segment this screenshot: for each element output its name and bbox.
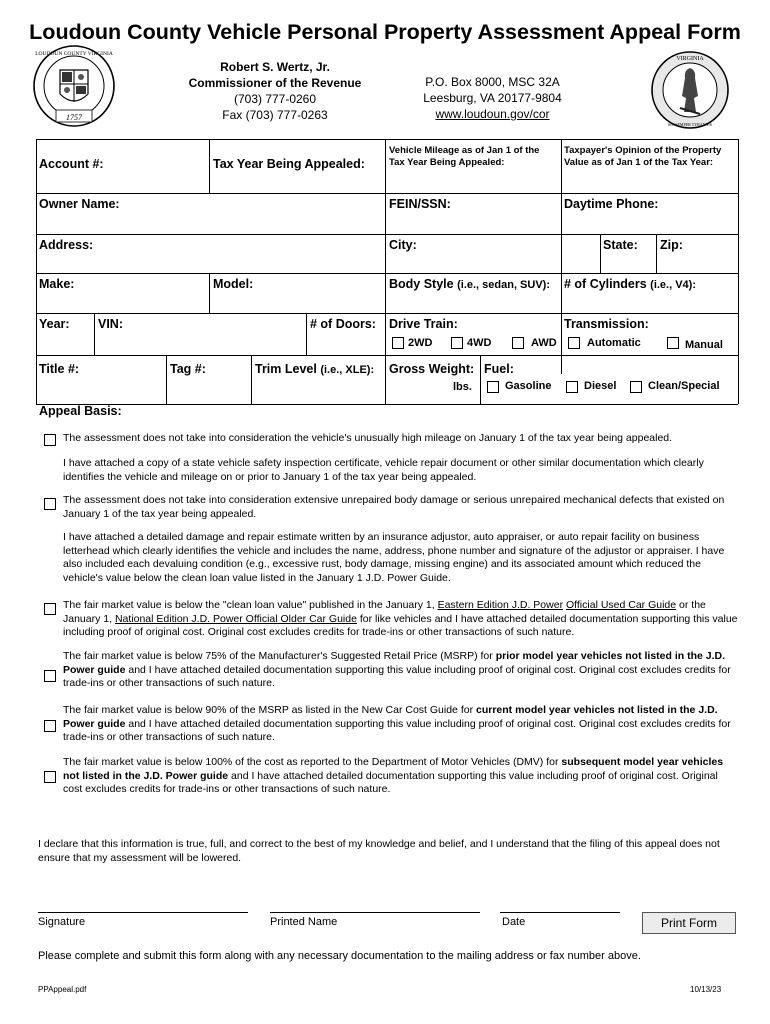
model-label: Model: [213, 277, 254, 291]
appeal-msrp-75-checkbox[interactable] [44, 670, 56, 682]
signature-label: Signature [38, 916, 86, 928]
printed-name-label: Printed Name [270, 916, 338, 928]
footer-date: 10/13/23 [690, 985, 722, 994]
seal-motto: SIC SEMPER TYRANNIS [668, 122, 712, 127]
footer-filename: PPAppeal.pdf [38, 985, 87, 994]
phone-number: (703) 777-0260 [233, 92, 317, 106]
seal-year: 1757 [66, 113, 82, 122]
gross-weight-label: Gross Weight: [389, 362, 475, 376]
print-form-button[interactable]: Print Form [642, 912, 736, 934]
doors-label: # of Doors: [310, 317, 376, 331]
drive-4wd-checkbox[interactable] [451, 337, 463, 349]
appeal-msrp-75-text: The fair market value is below 75% of the Manufacturer's Suggested Retail Price (MSRP) for prior model year vehicles not listed in the J.D. Power guide and I have attached detailed documentation supporting this value including proof of original cost. Original cost excludes credits for trade-ins or other transactions of such nature. [63, 650, 731, 690]
tag-number-label: Tag #: [170, 362, 206, 376]
page-title: Loudoun County Vehicle Personal Property Assessment Appeal Form [29, 20, 741, 44]
website-link[interactable]: www.loudoun.gov/cor [435, 107, 550, 121]
drive-train-label: Drive Train: [389, 317, 458, 331]
cylinders-label: # of Cylinders (i.e., V4): [564, 277, 696, 291]
address-label: Address: [39, 238, 94, 252]
trim-level-label: Trim Level (i.e., XLE): [255, 362, 375, 376]
tax-year-label: Tax Year Being Appealed: [213, 157, 365, 171]
fein-ssn-label: FEIN/SSN: [389, 197, 451, 211]
appeal-dmv-text: The fair market value is below 100% of the cost as reported to the Department of Motor Vehicles (DMV) for subsequent model year vehicles not listed in the J.D. Power guide and I have attached detailed documentation supporting this value including proof of original cost. Original cost excludes credits for trade-ins or other transactions of such nature. [63, 756, 724, 796]
lbs-unit: lbs. [453, 381, 472, 393]
commissioner-block [180, 59, 370, 123]
account-label: Account #: [39, 157, 104, 171]
po-box: P.O. Box 8000, MSC 32A [425, 75, 560, 89]
vin-label: VIN: [98, 317, 123, 331]
transmission-manual-label: Manual [685, 339, 723, 351]
appeal-clean-loan-checkbox[interactable] [44, 603, 56, 615]
city-state-zip: Leesburg, VA 20177-9804 [423, 91, 562, 105]
daytime-phone-label: Daytime Phone: [564, 197, 659, 211]
fuel-clean-special-checkbox[interactable] [630, 381, 642, 393]
virginia-seal [650, 50, 730, 130]
drive-2wd-label: 2WD [408, 337, 433, 349]
fuel-diesel-label: Diesel [584, 380, 617, 392]
fuel-label: Fuel: [484, 362, 514, 376]
transmission-manual-checkbox[interactable] [667, 337, 679, 349]
commissioner-title: Commissioner of the Revenue [188, 76, 362, 90]
appeal-mileage-documentation: I have attached a copy of a state vehicle safety inspection certificate, vehicle repair document or other similar documentation which clearly identifies the vehicle and mileage on or prior to January 1 of the tax year being appealed. [63, 457, 704, 483]
submission-instructions: Please complete and submit this form along with any necessary documentation to the mailing address or fax number above. [38, 950, 641, 962]
city-label: City: [389, 238, 417, 252]
transmission-label: Transmission: [564, 317, 649, 331]
national-edition-link[interactable]: National Edition J.D. Power Official Older Car Guide [114, 612, 357, 625]
appeal-damage-documentation: I have attached a detailed damage and repair estimate written by an insurance adjustor, auto appraiser, or auto repair facility on business letterhead which clearly identifies the vehicle and includes the name, address, phone number and signature of the adjustor or appraiser. I have also included each devaluing condition (e.g., excessive rust, body damage, missing engine) and its associated amount which reduced the vehicle's value below the clean loan value listed in the January 1 J.D. Power Guide. [63, 531, 725, 584]
title-number-label: Title #: [39, 362, 80, 376]
transmission-automatic-checkbox[interactable] [568, 337, 580, 349]
printed-name-line[interactable] [270, 912, 480, 913]
owner-name-label: Owner Name: [39, 197, 120, 211]
date-line[interactable] [500, 912, 620, 913]
body-style-label: Body Style (i.e., sedan, SUV): [389, 277, 551, 291]
make-label: Make: [39, 277, 75, 291]
date-label: Date [502, 916, 526, 928]
fuel-diesel-checkbox[interactable] [566, 381, 578, 393]
appeal-mileage-checkbox[interactable] [44, 434, 56, 446]
drive-awd-label: AWD [531, 337, 557, 349]
appeal-msrp-90-checkbox[interactable] [44, 720, 56, 732]
appeal-msrp-90-text: The fair market value is below 90% of the MSRP as listed in the New Car Cost Guide for current model year vehicles not listed in the J.D. Power guide and I have attached detailed documentation supporting this value including proof of original cost. Original cost excludes credits for trade-ins or other transactions of such nature. [63, 704, 731, 744]
drive-2wd-checkbox[interactable] [392, 337, 404, 349]
fuel-clean-special-label: Clean/Special [648, 380, 720, 392]
appeal-mileage-text: The assessment does not take into consideration the vehicle's unusually high mileage on January 1 of the tax year being appealed. [63, 432, 673, 444]
zip-label: Zip: [660, 238, 683, 252]
loudoun-county-seal [32, 44, 116, 130]
appeal-damage-text: The assessment does not take into consideration extensive unrepaired body damage or serious unrepaired mechanical defects that existed on January 1 of the tax year being appealed. [63, 494, 725, 520]
state-label: State: [603, 238, 638, 252]
appeal-basis-heading: Appeal Basis: [39, 404, 122, 418]
appeal-clean-loan-text: The fair market value is below the "clean loan value" published in the January 1, Eastern Edition J.D. Power Official Used Car Guide or the January 1, National Edition J.D. Power Official Older Car Guide for like vehicles and I have attached detailed documentation supporting this value including proof of original cost. Original cost excludes credits for trade-ins or other transactions of such nature. [63, 599, 738, 639]
appeal-damage-checkbox[interactable] [44, 498, 56, 510]
mileage-label: Vehicle Mileage as of Jan 1 of the Tax Year Being Appealed: [389, 145, 540, 168]
signature-line[interactable] [38, 912, 248, 913]
fuel-gasoline-checkbox[interactable] [487, 381, 499, 393]
year-label: Year: [39, 317, 70, 331]
drive-4wd-label: 4WD [467, 337, 492, 349]
opinion-value-label: Taxpayer's Opinion of the Property Value as of Jan 1 of the Tax Year: [564, 145, 722, 168]
drive-awd-checkbox[interactable] [512, 337, 524, 349]
fax-number: Fax (703) 777-0263 [222, 108, 328, 122]
commissioner-name: Robert S. Wertz, Jr. [220, 60, 330, 74]
fuel-gasoline-label: Gasoline [505, 380, 552, 392]
transmission-automatic-label: Automatic [587, 337, 641, 349]
address-block [405, 74, 580, 122]
eastern-edition-link[interactable]: Eastern Edition J.D. Power [437, 599, 564, 611]
official-used-car-guide-link[interactable]: Official Used Car Guide [566, 599, 677, 611]
seal-virginia: VIRGINIA [676, 56, 704, 62]
appeal-dmv-checkbox[interactable] [44, 771, 56, 783]
declaration-text: I declare that this information is true, full, and correct to the best of my knowledge and belief, and I understand that the filing of this appeal does not ensure that my assessment will be lowered. [38, 838, 720, 864]
seal-text: LOUDOUN COUNTY VIRGINIA [35, 51, 113, 57]
